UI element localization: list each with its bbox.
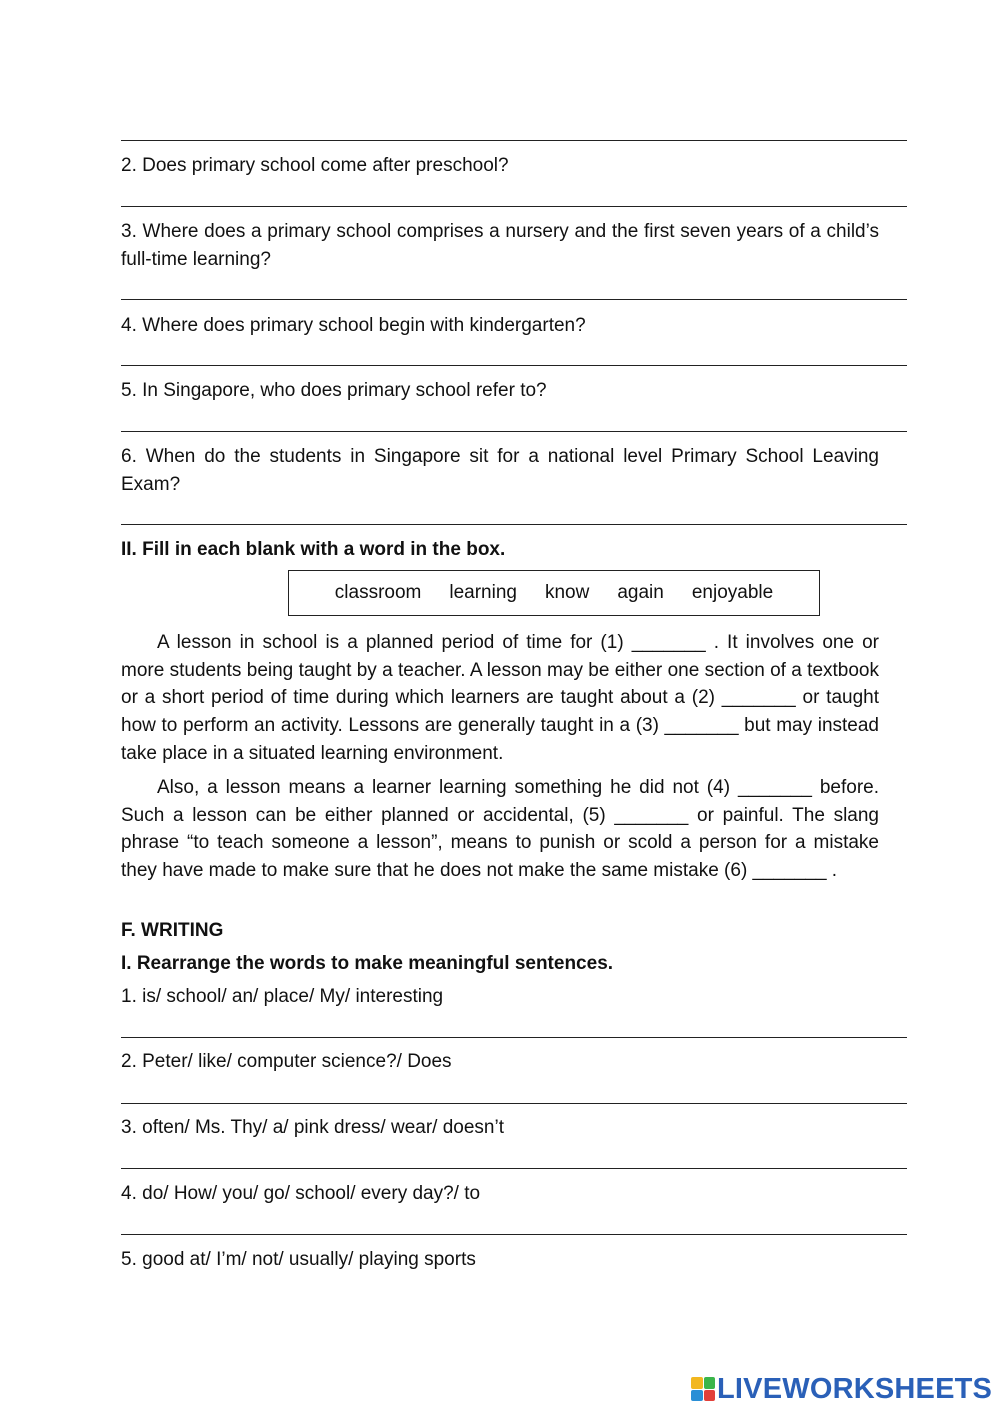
answer-line (121, 1234, 907, 1235)
logo-square (704, 1390, 716, 1402)
word-box-item: know (544, 582, 590, 603)
liveworksheets-logo (691, 1373, 992, 1405)
answer-line (121, 365, 907, 366)
rearrange-item-2: 2. Peter/ like/ computer science?/ Does (121, 1051, 452, 1072)
answer-line (121, 206, 907, 207)
rearrange-item-5: 5. good at/ I’m/ not/ usually/ playing sports (121, 1249, 476, 1270)
answer-line (121, 431, 907, 432)
word-box-item: classroom (334, 582, 422, 603)
logo-square (691, 1377, 703, 1389)
answer-line (121, 140, 907, 141)
paragraph-2: Also, a lesson means a learner learning something he did not (4) _______ before. Such a lesson can be either planned or accidental, (5) _______ or painful. The slang phrase “to teach someone a lesson”, means to punish or scold a person for a mistake they have made to make sure that he does not make the same mistake (6) _______ . (121, 777, 879, 882)
answer-line (121, 1103, 907, 1104)
fill-blank-heading: II. Fill in each blank with a word in the box. (121, 539, 506, 560)
logo-icon (691, 1377, 715, 1401)
logo-square (704, 1377, 716, 1389)
question-6: 6. When do the students in Singapore sit for a national level Primary School Leaving Exam? (121, 446, 879, 495)
logo-text: LIVEWORKSHEETS (717, 1372, 993, 1405)
paragraph-1: A lesson in school is a planned period of time for (1) _______ . It involves one or more students being taught by a teacher. A lesson may be either one section of a textbook or a short period of time during which learners are taught about a (2) _______ or taught how to perform an activity. Lessons are generally taught in a (3) _______ but may instead take place in a situated learning environment. (121, 632, 879, 764)
question-2: 2. Does primary school come after preschool? (121, 155, 509, 176)
rearrange-item-1: 1. is/ school/ an/ place/ My/ interesting (121, 986, 444, 1007)
writing-heading: I. Rearrange the words to make meaningful sentences. (121, 953, 614, 974)
rearrange-item-3: 3. often/ Ms. Thy/ a/ pink dress/ wear/ doesn’t (121, 1117, 504, 1138)
word-box-item: again (617, 582, 664, 603)
question-5: 5. In Singapore, who does primary school refer to? (121, 380, 547, 401)
word-box-item: learning (449, 582, 517, 603)
question-4: 4. Where does primary school begin with kindergarten? (121, 315, 586, 336)
word-box-item: enjoyable (691, 582, 774, 603)
question-3: 3. Where does a primary school comprises a nursery and the first seven years of a child’s full-time learning? (121, 221, 879, 270)
logo-square (691, 1390, 703, 1402)
word-box (288, 570, 820, 616)
answer-line (121, 1168, 907, 1169)
rearrange-item-4: 4. do/ How/ you/ go/ school/ every day?/ to (121, 1183, 481, 1204)
answer-line (121, 1037, 907, 1038)
answer-line (121, 524, 907, 525)
answer-line (121, 299, 907, 300)
writing-section-title: F. WRITING (121, 920, 224, 941)
